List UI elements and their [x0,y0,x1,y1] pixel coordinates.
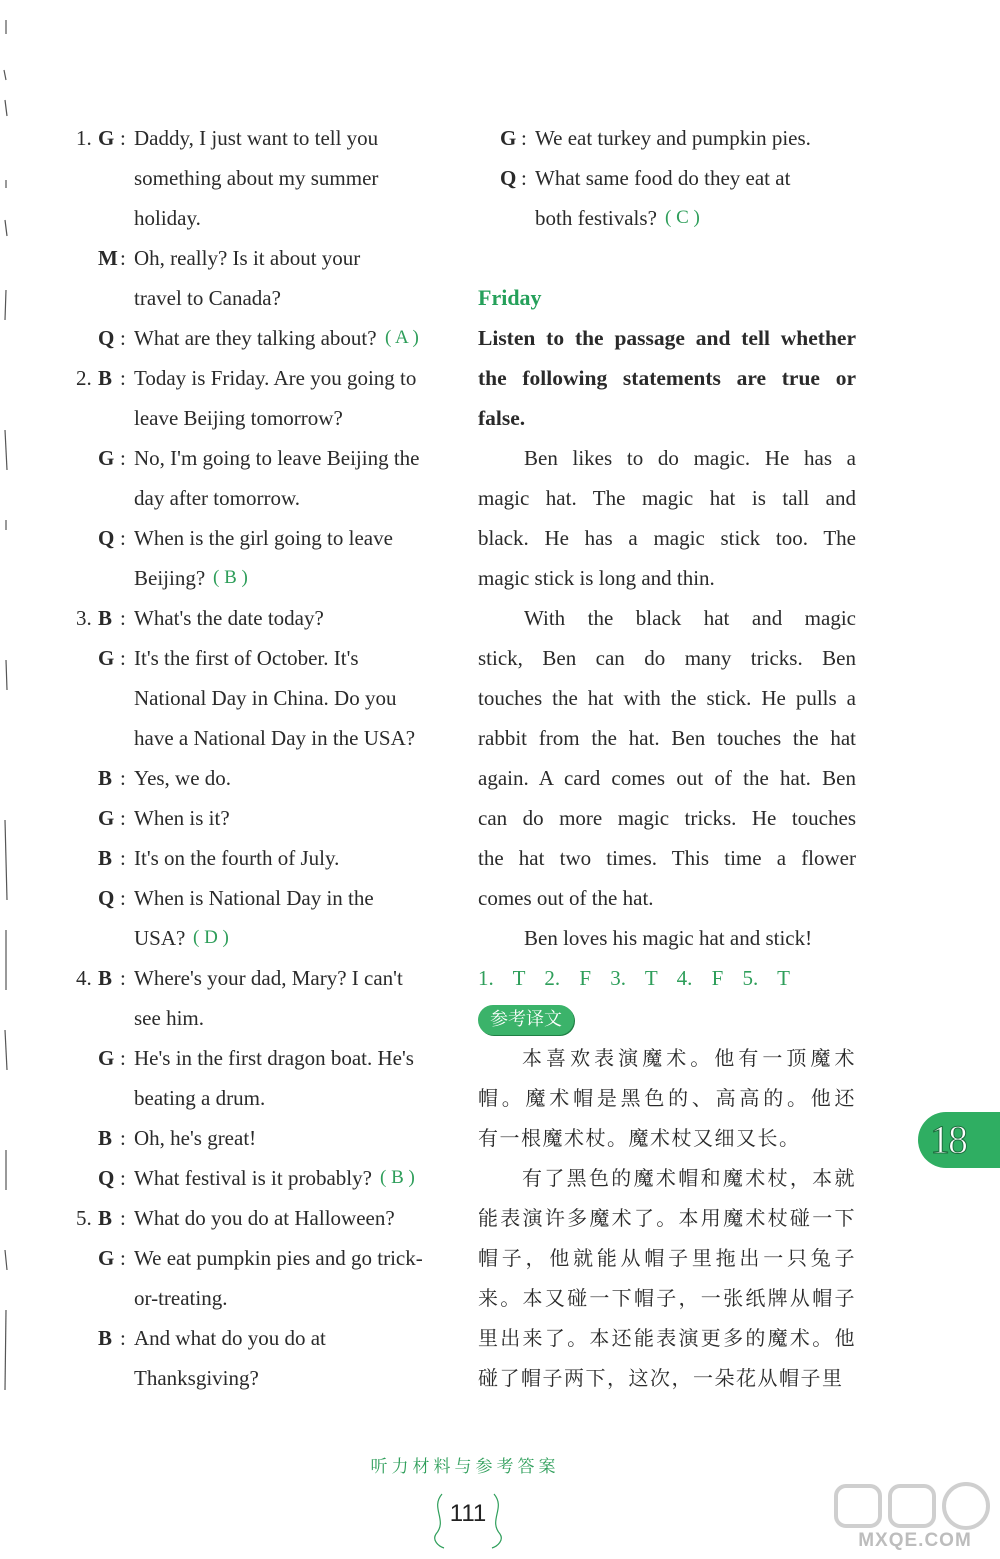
speaker-label: Q [98,526,115,550]
dialogue-text: We eat turkey and pumpkin pies. [535,126,811,150]
footer-title: 听力材料与参考答案 [370,1457,560,1477]
speaker-label: G [98,646,115,670]
speaker-label: B [98,766,113,790]
dialogue-text: holiday. [134,206,201,230]
watermark [830,1478,1000,1558]
dialogue-text: Yes, we do. [134,766,232,790]
watermark-logo [830,1478,1000,1534]
instruction-line: false. [478,406,526,430]
speaker-label: Q [98,886,115,910]
answer-choice: ( D ) [193,927,229,948]
dialogue-line: Q : When is National Day in the [70,878,460,918]
dialogue-text: When is National Day in the [134,886,374,910]
passage-line: Ben likes to do magic. He has a [524,446,856,470]
dialogue-line: B : Yes, we do. [70,758,460,798]
dialogue-text: What are they talking about? [134,326,377,350]
passage-line: magic stick is long and thin. [478,566,715,590]
speaker-label: G [98,806,115,830]
dialogue-line: 5. B : What do you do at Halloween? [70,1198,460,1238]
passage-line: comes out of the hat. [478,886,654,910]
speaker-label: B [98,1326,113,1350]
speaker-label: B [98,366,113,390]
dialogue-line [70,678,460,718]
dialogue-text: National Day in China. Do you [134,686,397,710]
dialogue-line: B : And what do you do at [70,1318,460,1358]
dialogue-text: Daddy, I just want to tell you [134,126,379,150]
instruction-line: Listen to the passage and tell whether [478,326,856,350]
translation-line: 碰了帽子两下，这次，一朵花从帽子里 [478,1366,844,1390]
question-number: 3. [76,606,92,630]
speaker-label: G [98,1046,115,1070]
dialogue-text: leave Beijing tomorrow? [134,406,343,430]
answer-choice: ( B ) [213,567,248,588]
dialogue-line: Q : When is the girl going to leave [70,518,460,558]
speaker-label: B [98,966,113,990]
dialogue-text: What do you do at Halloween? [134,1206,395,1230]
answer-choice: ( C ) [665,207,700,228]
passage-line: again. A card comes out of the hat. Ben [478,766,856,790]
speaker-label: G [500,126,517,150]
dialogue-line: G : We eat pumpkin pies and go trick- [70,1238,460,1278]
dialogue-text: What's the date today? [134,606,324,630]
dialogue-line [70,558,460,598]
dialogue-text: It's the first of October. It's [134,646,359,670]
dialogue-text: beating a drum. [134,1086,266,1110]
answer-key: 1. T 2. F 3. T 4. F 5. T [478,966,790,990]
passage-line: the hat two times. This time a flower [478,846,856,870]
friday-heading: Friday [478,285,542,310]
dialogue-line: B : It's on the fourth of July. [70,838,460,878]
dialogue-text: Today is Friday. Are you going to [134,366,417,390]
dialogue-line [70,1078,460,1118]
translation-line: 里出来了。本还能表演更多的魔术。他 [478,1326,856,1350]
dialogue-text: When is it? [134,806,230,830]
dialogue-text: travel to Canada? [134,286,281,310]
dialogue-line [478,198,856,238]
page-number: 111 [449,1500,487,1527]
speaker-label: G [98,126,115,150]
dialogue-line: Q : What are they talking about? ( A ) [70,318,460,358]
instruction-line: the following statements are true or [478,366,856,390]
dialogue-line: 1. G : Daddy, I just want to tell you [70,118,460,158]
speaker-label: B [98,606,113,630]
speaker-label: M [98,246,118,270]
passage-line: Ben loves his magic hat and stick! [524,926,813,950]
dialogue-line: Q : What festival is it probably? ( B ) [70,1158,460,1198]
dialogue-text: day after tomorrow. [134,486,300,510]
page-edge-marks [0,0,14,1559]
speaker-label: Q [98,326,115,350]
speaker-label: B [98,1206,113,1230]
question-number: 4. [76,966,92,990]
speaker-label: G [98,1246,115,1270]
dialogue-line: Q : What same food do they eat at [478,158,856,198]
dialogue-text: USA? [134,926,186,950]
dialogue-line: 4. B : Where's your dad, Mary? I can't [70,958,460,998]
dialogue-line: 2. B : Today is Friday. Are you going to [70,358,460,398]
dialogue-line: 3. B : What's the date today? [70,598,460,638]
dialogue-line: G : It's the first of October. It's [70,638,460,678]
dialogue-column-left [70,118,460,1398]
speaker-label: B [98,846,113,870]
dialogue-line [70,718,460,758]
dialogue-text: have a National Day in the USA? [134,726,416,750]
translation-line: 来。本又碰一下帽子，一张纸牌从帽子 [478,1286,856,1310]
dialogue-text: Where's your dad, Mary? I can't [134,966,403,990]
dialogue-text: And what do you do at [134,1326,326,1350]
reference-translation-badge: 参考译文 [478,1005,574,1035]
dialogue-text: No, I'm going to leave Beijing the [134,446,420,470]
dialogue-text: What festival is it probably? [134,1166,372,1190]
dialogue-line: B : Oh, he's great! [70,1118,460,1158]
question-number: 5. [76,1206,92,1230]
dialogue-line [70,398,460,438]
dialogue-text: What same food do they eat at [535,166,791,190]
dialogue-text: something about my summer [134,166,379,190]
dialogue-text: We eat pumpkin pies and go trick- [134,1246,423,1270]
dialogue-text: or-treating. [134,1286,228,1310]
speaker-label: G [98,446,115,470]
dialogue-text: see him. [134,1006,204,1030]
dialogue-text: It's on the fourth of July. [134,846,340,870]
dialogue-line: M : Oh, really? Is it about your [70,238,460,278]
dialogue-line [70,278,460,318]
dialogue-line: G : We eat turkey and pumpkin pies. [478,118,856,158]
dialogue-line [70,198,460,238]
passage-line: magic hat. The magic hat is tall and [478,486,856,510]
dialogue-line [70,158,460,198]
translation-line: 帽。魔术帽是黑色的、高高的。他还 [478,1086,856,1110]
speaker-label: B [98,1126,113,1150]
chapter-number: 18 [930,1117,966,1162]
passage-line: can do more magic tricks. He touches [478,806,856,830]
translation-line: 有了黑色的魔术帽和魔术杖，本就 [522,1166,856,1190]
dialogue-line [70,998,460,1038]
dialogue-text: He's in the first dragon boat. He's [134,1046,414,1070]
dialogue-line [70,918,460,958]
passage-line: black. He has a magic stick too. The [478,526,856,550]
translation-line: 能表演许多魔术了。本用魔术杖碰一下 [478,1206,856,1230]
chapter-tab [918,1112,1000,1168]
dialogue-text: Oh, really? Is it about your [134,246,361,270]
translation-line: 本喜欢表演魔术。他有一顶魔术 [522,1046,856,1070]
right-column [478,118,856,1398]
dialogue-text: Beijing? [134,566,206,590]
translation-line: 有一根魔术杖。魔术杖又细又长。 [478,1126,801,1150]
dialogue-line: G : No, I'm going to leave Beijing the [70,438,460,478]
dialogue-line [70,1358,460,1398]
dialogue-line: G : When is it? [70,798,460,838]
question-number: 2. [76,366,92,390]
dialogue-text: When is the girl going to leave [134,526,393,550]
passage-line: rabbit from the hat. Ben touches the hat [478,726,856,750]
dialogue-text: Thanksgiving? [134,1366,259,1390]
answer-choice: ( B ) [380,1167,415,1188]
speaker-label: Q [98,1166,115,1190]
dialogue-line: G : He's in the first dragon boat. He's [70,1038,460,1078]
dialogue-line [70,478,460,518]
question-number: 1. [76,126,92,150]
watermark-text: MXQE.COM [858,1530,972,1551]
speaker-label: Q [500,166,517,190]
passage-line: With the black hat and magic [524,606,856,630]
translation-line: 帽子，他就能从帽子里拖出一只兔子 [478,1246,856,1270]
dialogue-text: Oh, he's great! [134,1126,257,1150]
page-number-badge [428,1486,508,1550]
passage-line: touches the hat with the stick. He pulls a [478,686,856,710]
passage-line: stick, Ben can do many tricks. Ben [478,646,856,670]
dialogue-text: both festivals? [535,206,657,230]
dialogue-line [70,1278,460,1318]
answer-choice: ( A ) [385,327,419,348]
